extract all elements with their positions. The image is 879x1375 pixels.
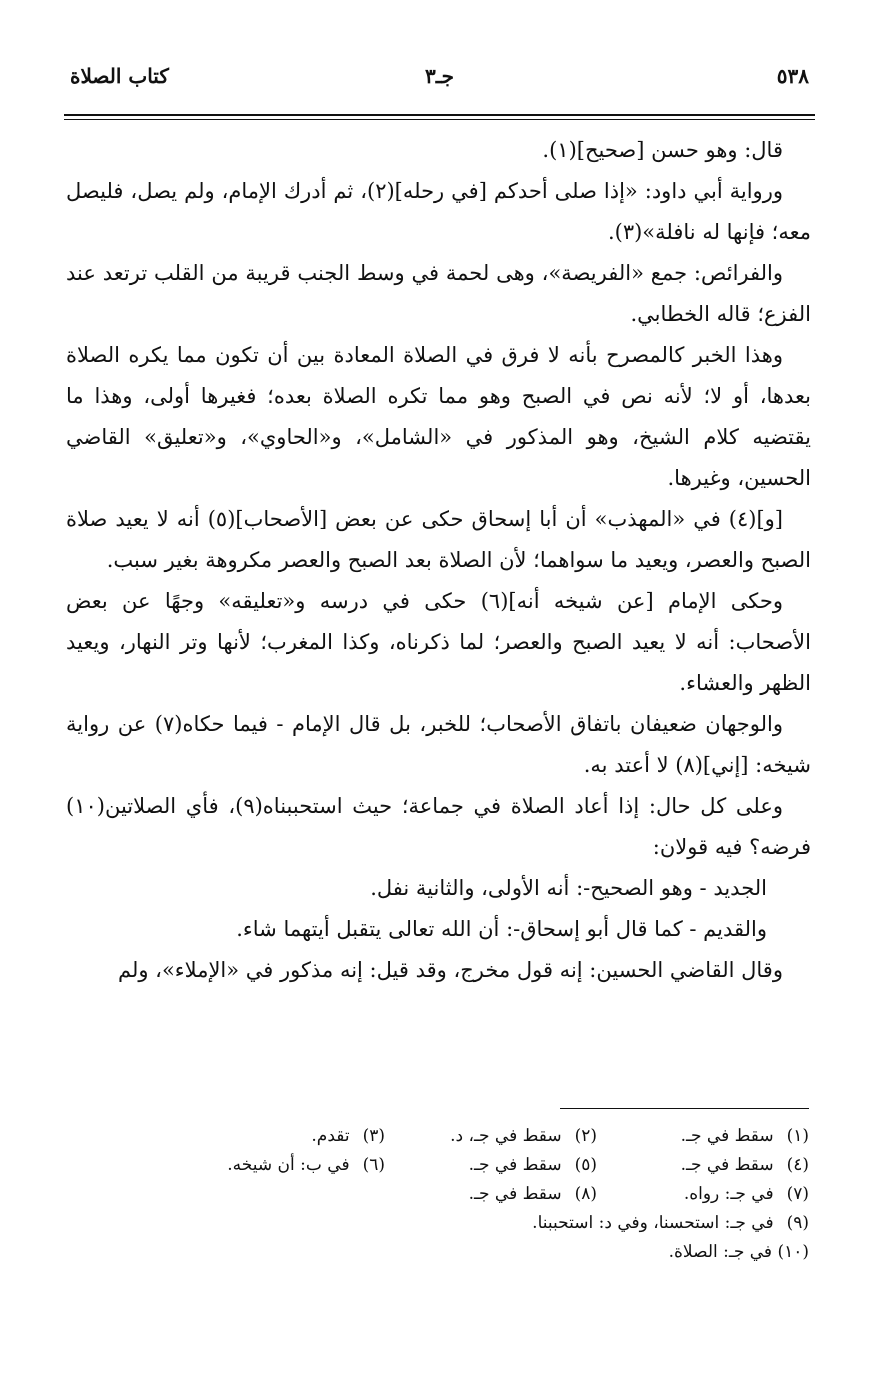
footnote: (١٠) في جـ: الصلاة.: [668, 1242, 809, 1262]
paragraph: ورواية أبي داود: «إذا صلى أحدكم [في رحله](٢)، ثم أدرك الإمام، ولم يصل، فليصل معه؛ فإنها له نافلة»(٣).: [66, 179, 811, 244]
paragraph: قال: وهو حسن [صحيح](١).: [542, 138, 783, 162]
footnote: (٧) في جـ: رواه.: [683, 1184, 809, 1204]
paragraph: [و](٤) في «المهذب» أن أبا إسحاق حكى عن بعض [الأصحاب](٥) أنه لا يعيد صلاة الصبح والعصر، ويعيد ما سواهما؛ لأن الصلاة بعد الصبح والعصر مكروهة بغير سبب.: [66, 507, 811, 572]
paragraph: وقال القاضي الحسين: إنه قول مخرج، وقد قيل: إنه مذكور في «الإملاء»، ولم: [117, 958, 783, 982]
footnote-row: [66, 1209, 809, 1238]
book-title: كتاب الصلاة: [70, 64, 169, 88]
footnote-row: [66, 1122, 809, 1151]
footnote-row: [66, 1151, 809, 1180]
footnote: (٦) في ب: أن شيخه.: [227, 1155, 385, 1175]
footnote-row: [66, 1238, 809, 1267]
footnote: (٥) سقط في جـ.: [468, 1155, 597, 1175]
header-rule: [64, 114, 815, 116]
footnote-row: [66, 1180, 809, 1209]
footnote-rule: [560, 1108, 809, 1109]
footnote: (٢) سقط في جـ، د.: [450, 1126, 597, 1146]
paragraph: والوجهان ضعيفان باتفاق الأصحاب؛ للخبر، بل قال الإمام - فيما حكاه(٧) عن رواية شيخه: [إني](٨) لا أعتد به.: [66, 712, 811, 777]
paragraph: والفرائص: جمع «الفريصة»، وهى لحمة في وسط الجنب قريبة من القلب ترتعد عند الفزع؛ قاله الخطابي.: [66, 261, 811, 326]
paragraph: وحكى الإمام [عن شيخه أنه](٦) حكى في درسه و«تعليقه» وجهًا عن بعض الأصحاب: أنه لا يعيد الصبح والعصر؛ لما ذكرناه، وكذا المغرب؛ لأنها وتر النهار، ويعيد الظهر والعشاء.: [66, 589, 811, 695]
paragraph: والقديم - كما قال أبو إسحاق-: أن الله تعالى يتقبل أيتهما شاء.: [236, 917, 767, 941]
paragraph: وعلى كل حال: إذا أعاد الصلاة في جماعة؛ حيث استحببناه(٩)، فأي الصلاتين(١٠) فرضه؟ فيه قولان:: [66, 794, 811, 859]
footnote: (٤) سقط في جـ.: [680, 1155, 809, 1175]
paragraph: وهذا الخبر كالمصرح بأنه لا فرق في الصلاة المعادة بين أن تكون مما يكره الصلاة بعدها، أو لا؛ لأنه نص في الصبح وهو مما تكره الصلاة بعده؛ فغيرها أولى، وهذا ما يقتضيه كلام الشيخ، وهو المذكور في «الشامل»، و«الحاوي»، و«تعليق» القاضي الحسين، وغيرها.: [66, 343, 811, 490]
header-rule-thin: [64, 119, 815, 120]
footnote: (٣) تقدم.: [311, 1126, 385, 1146]
volume-label: جـ٣: [425, 64, 454, 88]
page-header: [70, 60, 809, 96]
footnotes: [66, 1122, 809, 1267]
footnote: (٨) سقط في جـ.: [468, 1184, 597, 1204]
paragraph: الجديد - وهو الصحيح-: أنه الأولى، والثانية نفل.: [370, 876, 767, 900]
footnote: (١) سقط في جـ.: [680, 1126, 809, 1146]
page-number: ٥٣٨: [776, 64, 809, 88]
footnote: (٩) في جـ: استحسنا، وفي د: استحببنا.: [532, 1213, 809, 1233]
main-text: [66, 130, 811, 991]
